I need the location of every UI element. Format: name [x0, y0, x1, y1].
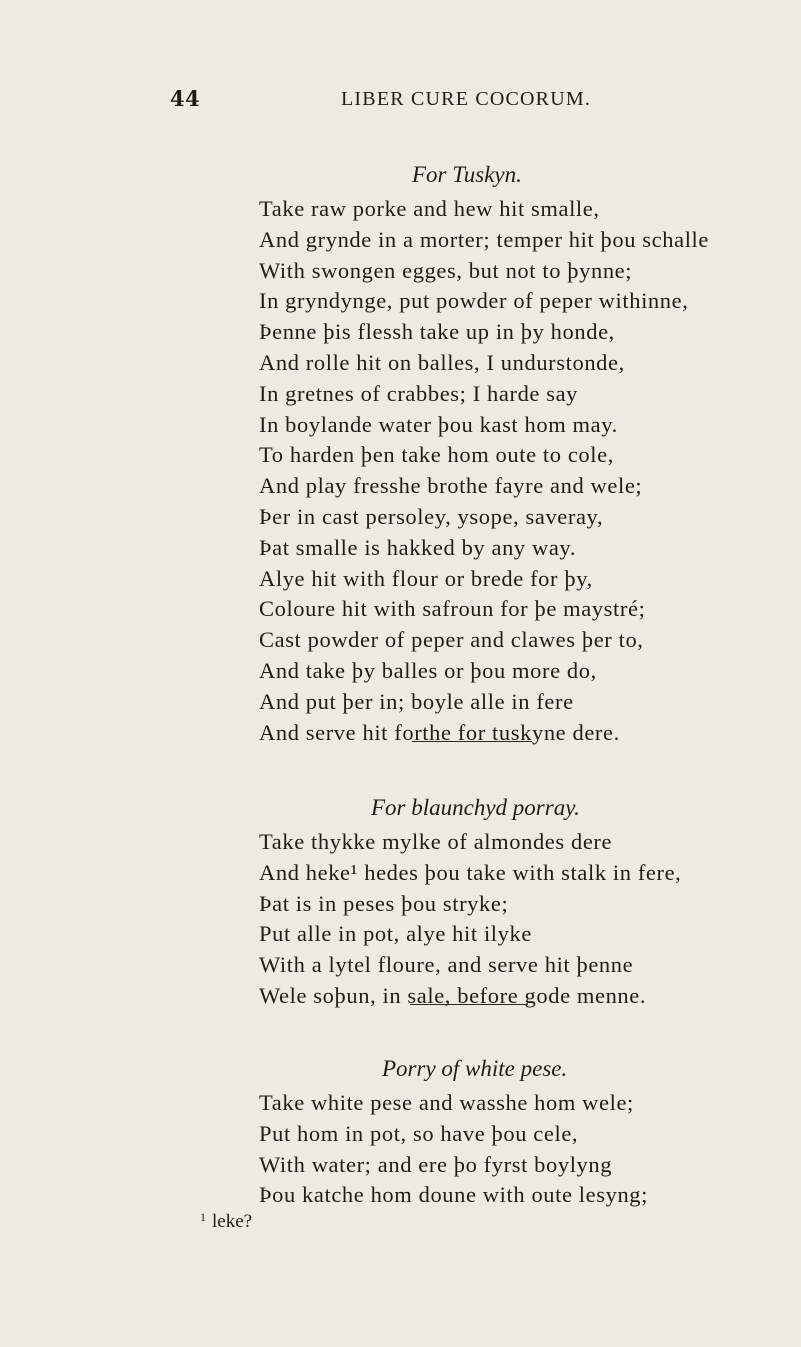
verse-line: Put alle in pot, alye hit ilyke — [259, 921, 532, 947]
verse-line: Wele soþun, in sale, before gode menne. — [259, 982, 647, 1008]
verse-line: In gretnes of crabbes; I harde say — [259, 380, 579, 406]
verse-line: With water; and ere þo fyrst boylyng — [259, 1151, 613, 1177]
page-number: 44 — [170, 86, 201, 111]
verse-line: Þat smalle is hakked by any way. — [259, 534, 577, 560]
verse-line: Take raw porke and hew hit smalle, — [259, 196, 600, 221]
section-heading-blaunchyd-porray: For blaunchyd porray. — [371, 795, 580, 820]
verse-line: Cast powder of peper and clawes þer to, — [259, 627, 644, 653]
verse-line: And rolle hit on balles, I undurstonde, — [259, 349, 625, 375]
running-title: LIBER CURE COCORUM. — [341, 88, 592, 110]
section-heading-tuskyn: For Tuskyn. — [412, 162, 522, 187]
verse-line: And take þy balles or þou more do, — [259, 657, 597, 683]
verse-line: In boylande water þou kast hom may. — [259, 411, 618, 437]
verse-line: And heke¹ hedes þou take with stalk in fere, — [259, 859, 682, 885]
footnote-text: leke? — [212, 1211, 253, 1232]
footnote — [200, 1210, 252, 1233]
footnote-mark: 1 — [200, 1210, 206, 1224]
verse-line: In gryndynge, put powder of peper withinne, — [259, 288, 689, 314]
running-head — [0, 86, 801, 116]
verse-porry-white-pese — [259, 1088, 648, 1211]
verse-line: Take thykke mylke of almondes dere — [259, 829, 613, 854]
verse-line: To harden þen take hom oute to cole, — [259, 442, 614, 468]
verse-line: Þer in cast persoley, ysope, saveray, — [259, 503, 604, 529]
verse-line: And play fresshe brothe fayre and wele; — [259, 473, 643, 499]
verse-line: Alye hit with flour or brede for þy, — [259, 565, 593, 591]
verse-line: And put þer in; boyle alle in fere — [259, 688, 574, 714]
verse-line: With a lytel floure, and serve hit þenne — [259, 952, 634, 978]
verse-blaunchyd-porray — [259, 827, 681, 1012]
verse-line: Þenne þis flessh take up in þy honde, — [259, 319, 615, 345]
verse-line: Þou katche hom doune with oute lesyng; — [259, 1182, 648, 1208]
verse-line: With swongen egges, but not to þynne; — [259, 257, 633, 283]
section-divider — [410, 1004, 528, 1005]
verse-line: Þat is in peses þou stryke; — [259, 890, 509, 916]
section-divider — [412, 741, 532, 742]
verse-line: Take white pese and wasshe hom wele; — [259, 1090, 634, 1115]
section-heading-porry-white-pese: Porry of white pese. — [382, 1056, 568, 1081]
verse-tuskyn — [259, 194, 709, 748]
verse-line: Put hom in pot, so have þou cele, — [259, 1120, 579, 1146]
verse-line: And grynde in a morter; temper hit þou schalle — [259, 226, 709, 252]
verse-line: And serve hit forthe for tuskyne dere. — [259, 719, 620, 745]
verse-line: Coloure hit with safroun for þe maystré; — [259, 596, 646, 622]
